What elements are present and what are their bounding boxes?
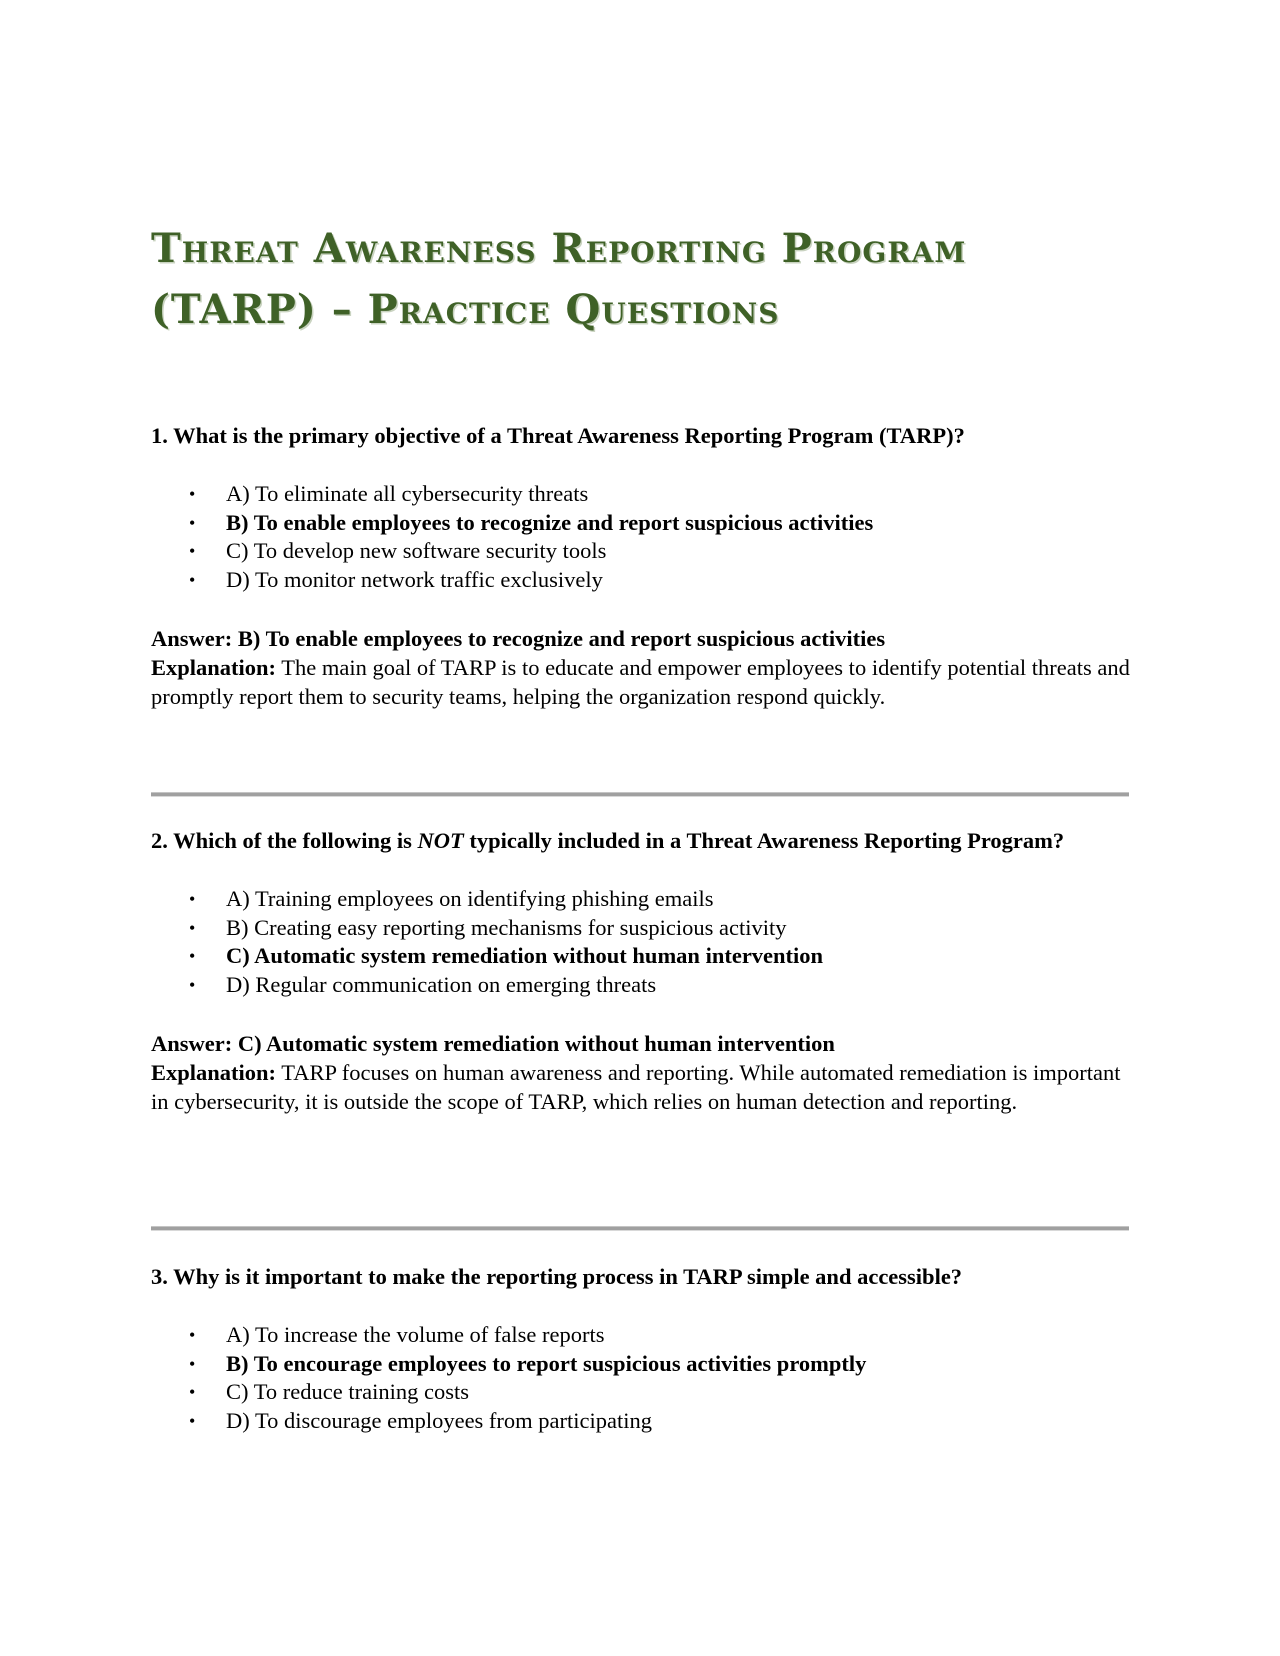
- bullet-icon: •: [189, 974, 196, 995]
- option-a: • A) To increase the volume of false reports: [151, 1321, 1131, 1350]
- question-1-heading: 1. What is the primary objective of a Threat Awareness Reporting Program (TARP)?: [151, 423, 965, 448]
- question-1-answer: Answer: B) To enable employees to recognize and report suspicious activities: [151, 626, 886, 651]
- bullet-icon: •: [189, 946, 196, 966]
- option-c: • C) To reduce training costs: [151, 1378, 1131, 1407]
- option-b: • B) Creating easy reporting mechanisms for suspicious activity: [151, 914, 1131, 943]
- bullet-icon: •: [189, 484, 196, 504]
- option-d: • D) To discourage employees from participating: [151, 1407, 1131, 1436]
- question-3: [151, 1262, 1131, 1435]
- option-a: • A) Training employees on identifying phishing emails: [151, 885, 1131, 914]
- bullet-icon: •: [189, 917, 196, 938]
- section-divider-2: [151, 1226, 1129, 1231]
- option-c: • C) To develop new software security tools: [151, 537, 1131, 566]
- question-2-explanation: Explanation: TARP focuses on human awareness and reporting. While automated remediation is important in cybersecurity, it is outside the scope of TARP, which relies on human detection and reporting.: [151, 1060, 1121, 1114]
- question-1-options: [151, 480, 1131, 594]
- question-3-heading: 3. Why is it important to make the reporting process in TARP simple and accessible?: [151, 1264, 963, 1289]
- option-d: • D) To monitor network traffic exclusively: [151, 566, 1131, 595]
- title-line-1: Threat Awareness Reporting Program: [151, 225, 967, 272]
- bullet-icon: •: [189, 512, 196, 533]
- bullet-icon: •: [189, 1353, 196, 1374]
- bullet-icon: •: [189, 1382, 196, 1402]
- bullet-icon: •: [189, 889, 196, 909]
- document-title: [151, 218, 1131, 340]
- option-b-correct: • B) To encourage employees to report suspicious activities promptly: [151, 1350, 1131, 1379]
- option-c-correct: • C) Automatic system remediation without human intervention: [151, 942, 1131, 971]
- bullet-icon: •: [189, 1410, 196, 1431]
- bullet-icon: •: [189, 541, 196, 561]
- title-line-2: (TARP) – Practice Questions: [151, 286, 780, 333]
- question-2-heading: 2. Which of the following is NOT typically included in a Threat Awareness Reporting Program?: [151, 828, 1065, 853]
- question-1: [151, 421, 1131, 711]
- question-2-options: [151, 885, 1131, 999]
- question-2: [151, 826, 1131, 1116]
- bullet-icon: •: [189, 1325, 196, 1345]
- option-d: • D) Regular communication on emerging threats: [151, 971, 1131, 1000]
- option-a: • A) To eliminate all cybersecurity threats: [151, 480, 1131, 509]
- question-2-answer: Answer: C) Automatic system remediation without human intervention: [151, 1031, 835, 1056]
- question-3-options: [151, 1321, 1131, 1435]
- question-1-explanation: Explanation: The main goal of TARP is to educate and empower employees to identify potential threats and promptly report them to security teams, helping the organization respond quickly.: [151, 655, 1130, 709]
- section-divider-1: [151, 792, 1129, 797]
- bullet-icon: •: [189, 569, 196, 590]
- option-b-correct: • B) To enable employees to recognize and report suspicious activities: [151, 509, 1131, 538]
